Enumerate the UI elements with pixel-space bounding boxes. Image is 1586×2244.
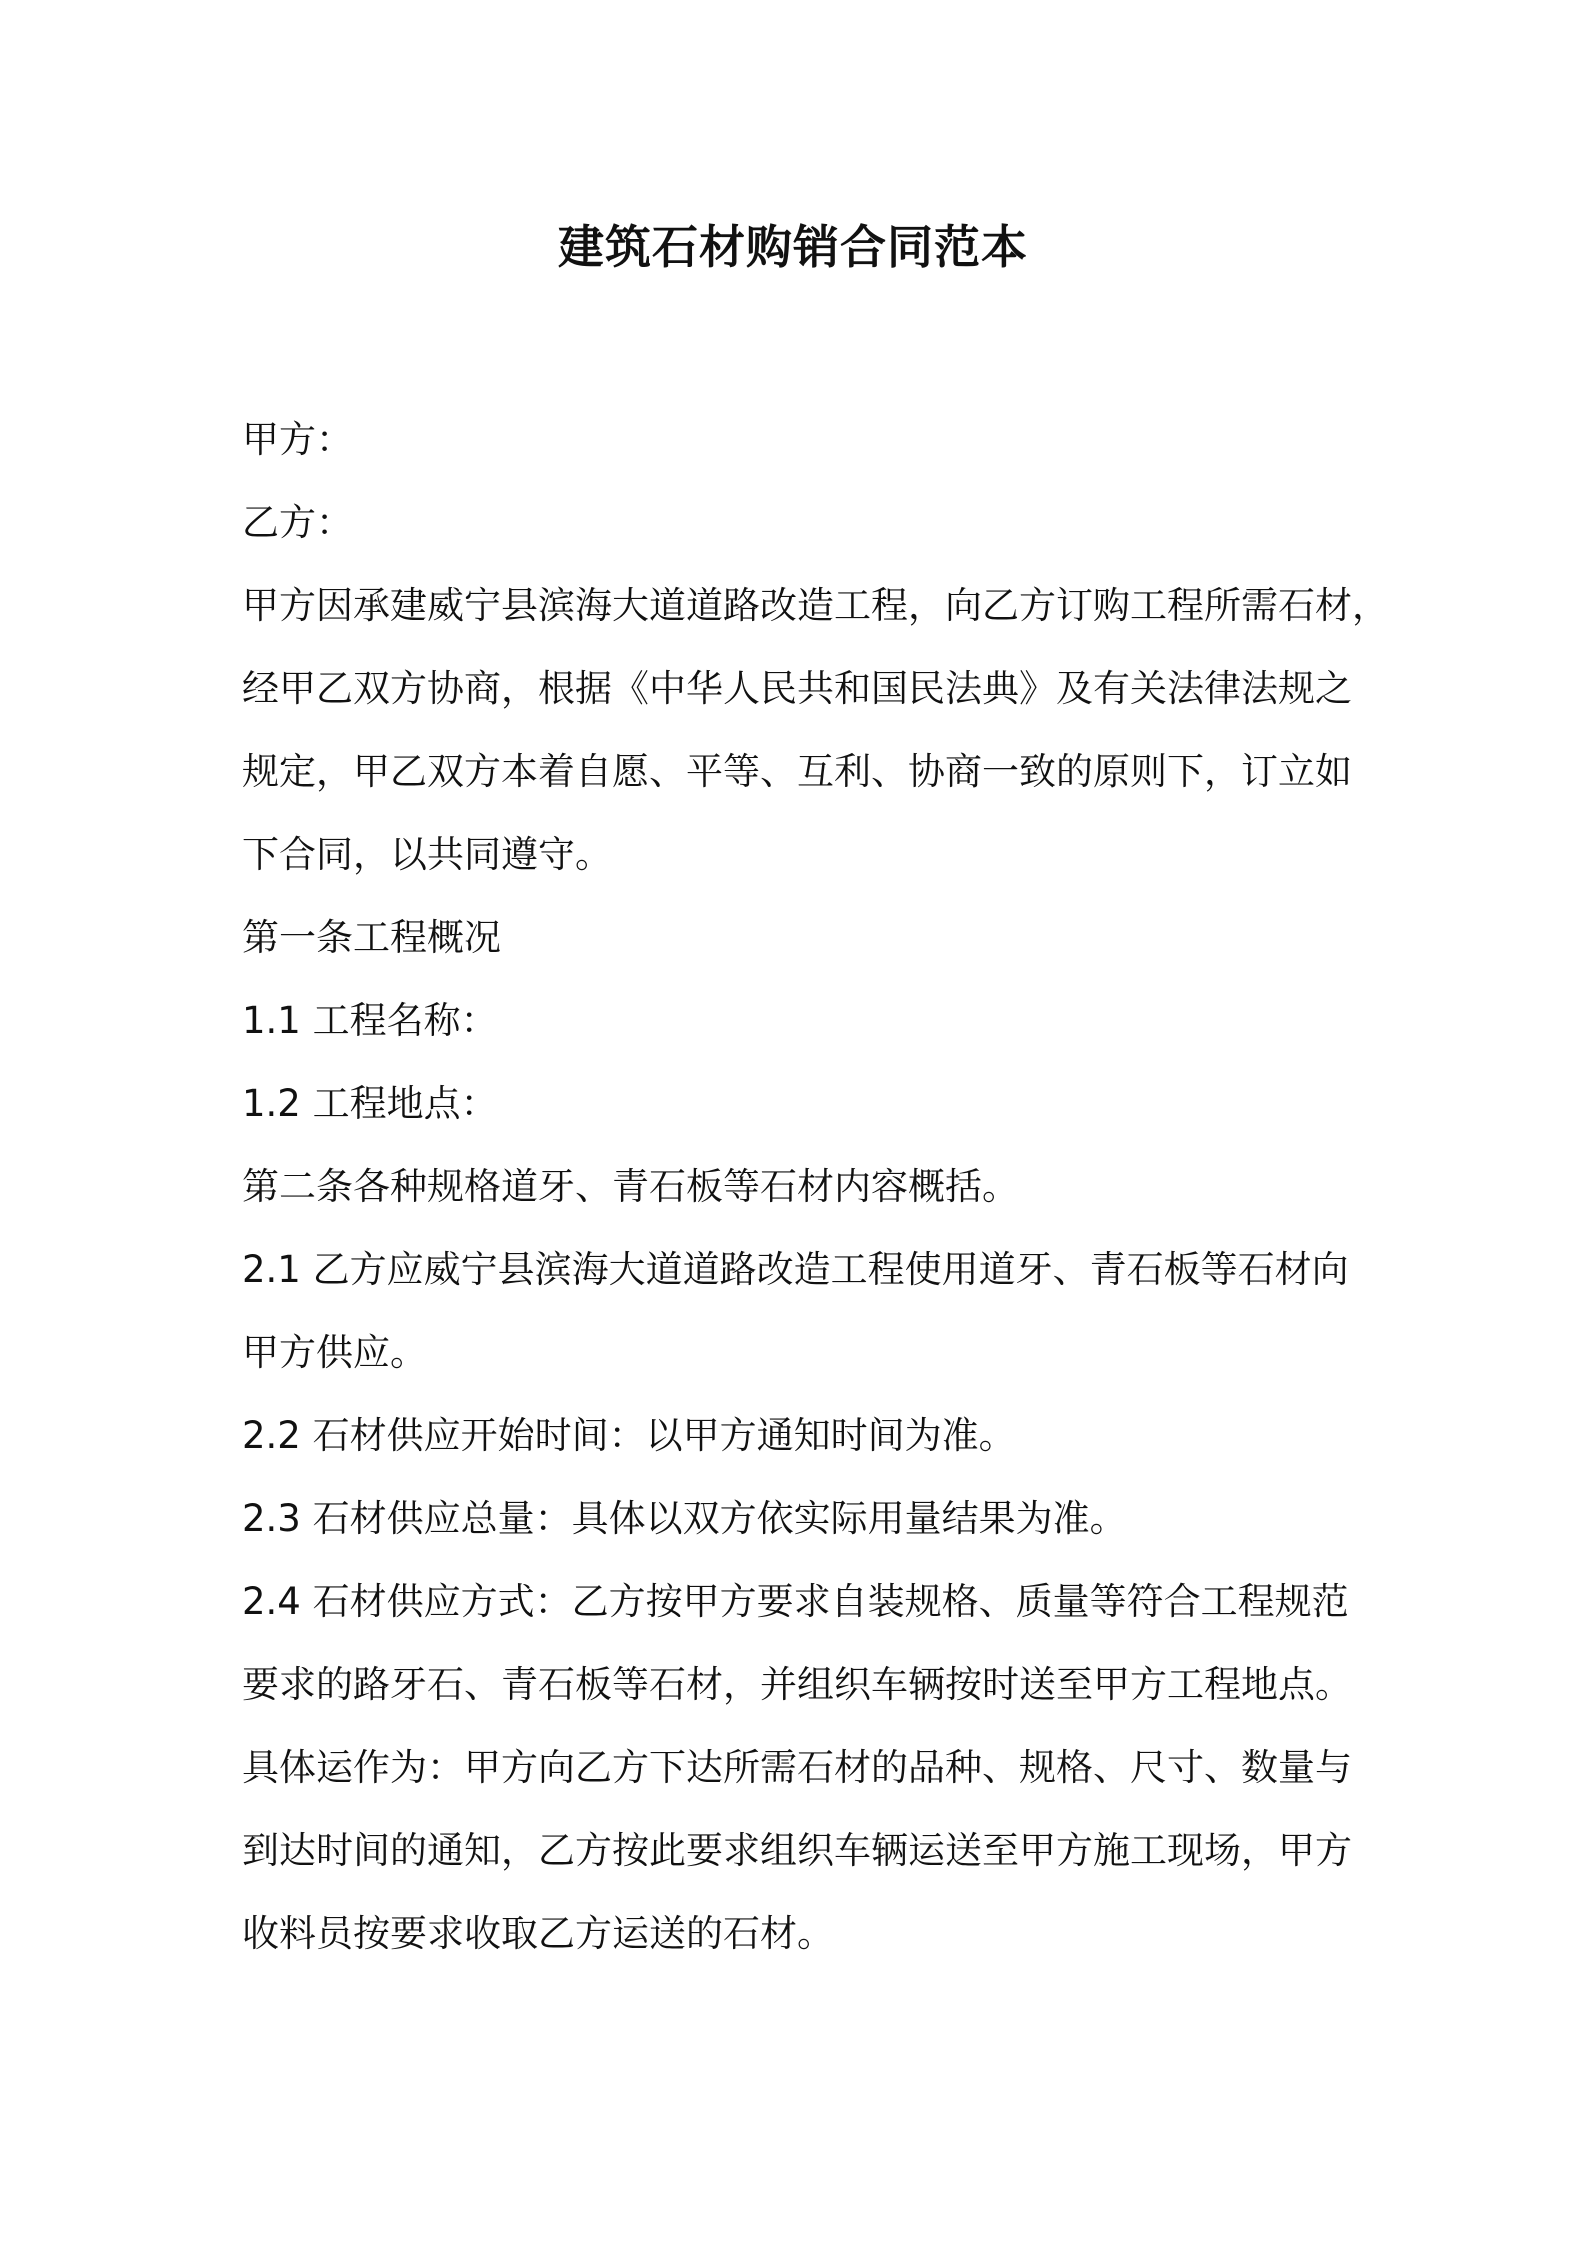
clause-2-3: 2.3 石材供应总量：具体以双方依实际用量结果为准。 [242,1497,1127,1540]
document-title: 建筑石材购销合同范本 [558,220,1028,274]
clause-2-4: 到达时间的通知，乙方按此要求组织车辆运送至甲方施工现场，甲方 [242,1829,1352,1872]
clause-2-2: 2.2 石材供应开始时间：以甲方通知时间为准。 [242,1414,1016,1457]
clause-2-1: 2.1 乙方应威宁县滨海大道道路改造工程使用道牙、青石板等石材向 [242,1248,1349,1291]
clause-2-4: 2.4 石材供应方式：乙方按甲方要求自装规格、质量等符合工程规范 [242,1580,1349,1623]
preamble-line: 规定，甲乙双方本着自愿、平等、互利、协商一致的原则下，订立如 [242,750,1352,793]
clause-1-2: 1.2 工程地点： [242,1082,498,1125]
clause-2-1: 甲方供应。 [242,1331,427,1374]
article-2-heading: 第二条各种规格道牙、青石板等石材内容概括。 [242,1165,1019,1208]
document-body [242,398,1389,1975]
party-b-line: 乙方： [242,501,353,544]
clause-1-1: 1.1 工程名称： [242,999,498,1042]
party-a-line: 甲方： [242,418,353,461]
preamble-line: 经甲乙双方协商，根据《中华人民共和国民法典》及有关法律法规之 [242,667,1352,710]
clause-2-4: 具体运作为：甲方向乙方下达所需石材的品种、规格、尺寸、数量与 [242,1746,1352,1789]
clause-2-4: 收料员按要求收取乙方运送的石材。 [242,1912,834,1955]
article-1-heading: 第一条工程概况 [242,916,501,959]
clause-2-4: 要求的路牙石、青石板等石材，并组织车辆按时送至甲方工程地点。 [242,1663,1352,1706]
preamble-line: 甲方因承建威宁县滨海大道道路改造工程，向乙方订购工程所需石材， [242,584,1389,627]
preamble-line: 下合同，以共同遵守。 [242,833,612,876]
